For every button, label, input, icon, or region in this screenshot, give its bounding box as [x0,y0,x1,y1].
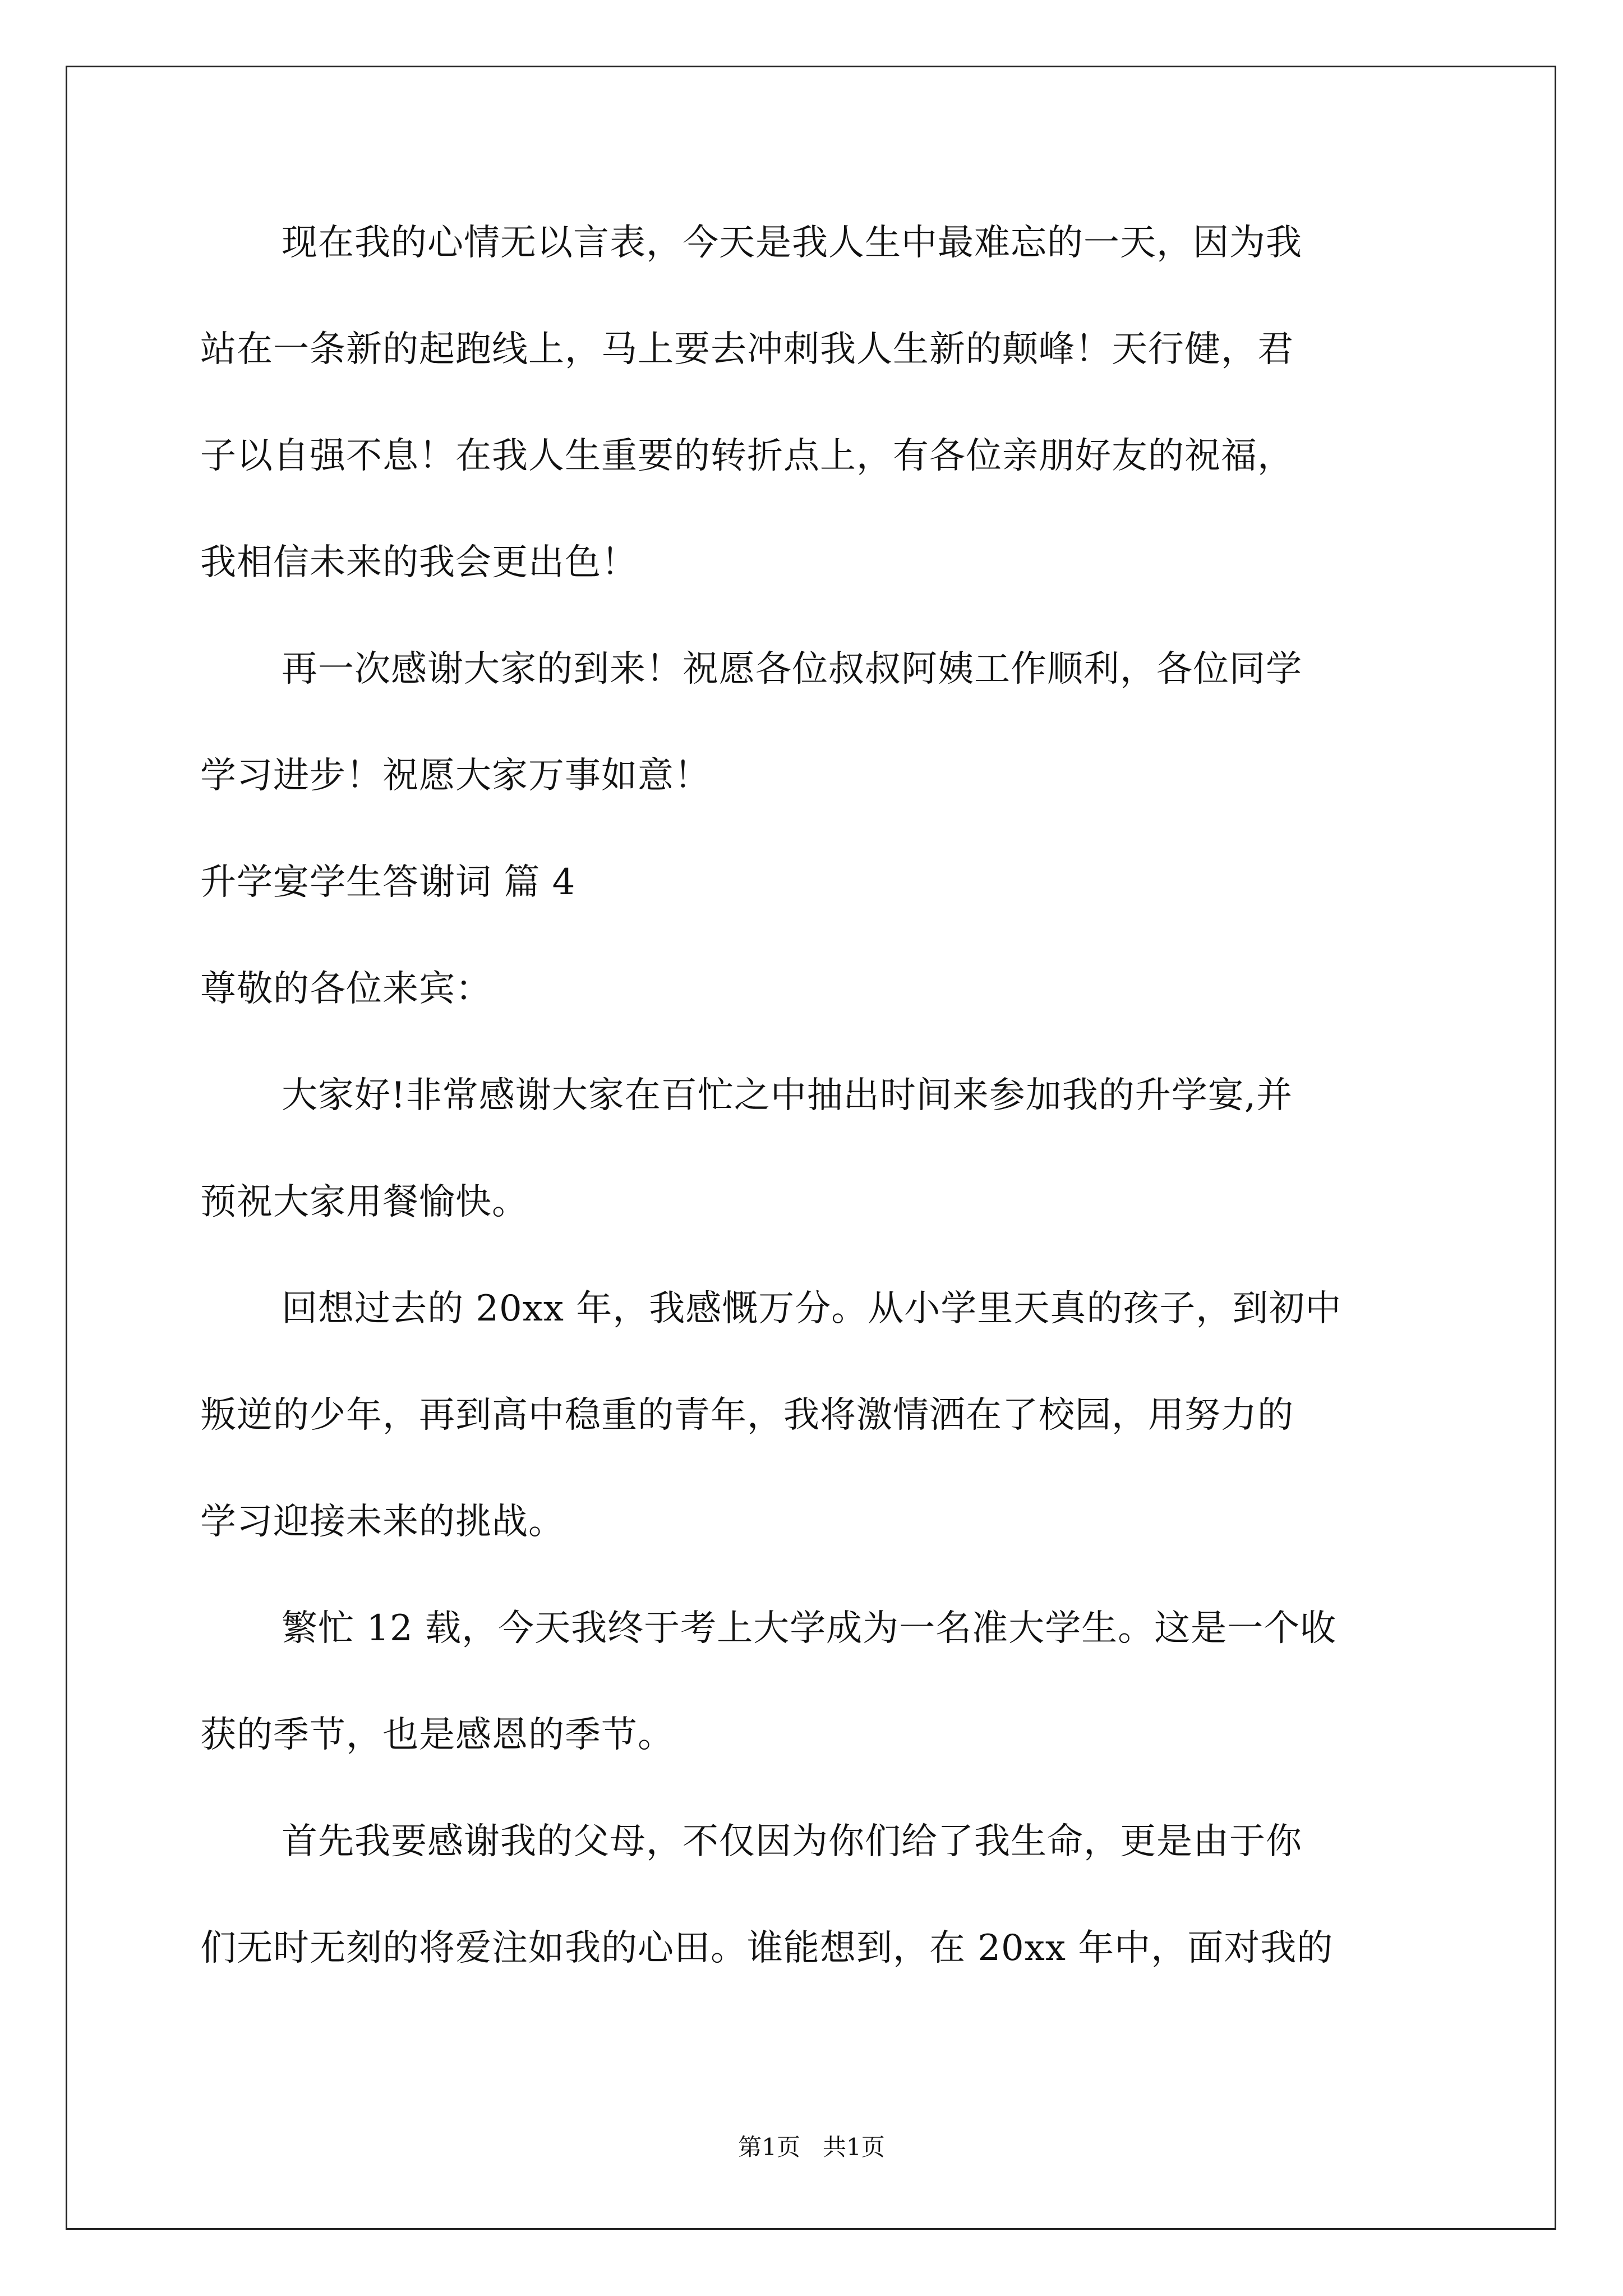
paragraph-line: 学习迎接未来的挑战。 [200,1501,565,1543]
paragraph-line: 繁忙 12 载，今天我终于考上大学成为一名准大学生。这是一个收 [282,1608,1337,1649]
paragraph-line: 回想过去的 20xx 年，我感慨万分。从小学里天真的孩子，到初中 [282,1288,1342,1329]
paragraph-line: 获的季节，也是感恩的季节。 [200,1714,674,1756]
document-body [200,216,1423,1975]
page-footer [0,2132,1623,2163]
section-heading: 升学宴学生答谢词 篇 4 [200,862,576,903]
paragraph-line: 叛逆的少年，再到高中稳重的青年，我将激情洒在了校园，用努力的 [200,1395,1294,1436]
paragraph-line: 我相信未来的我会更出色！ [200,542,638,583]
paragraph-line: 子以自强不息！在我人生重要的转折点上，有各位亲朋好友的祝福， [200,435,1294,477]
paragraph-line: 首先我要感谢我的父母，不仅因为你们给了我生命，更是由于你 [282,1821,1302,1862]
page-number: 第1页 [738,2133,800,2161]
paragraph-line: 大家好!非常感谢大家在百忙之中抽出时间来参加我的升学宴,并 [282,1075,1293,1116]
paragraph-line: 站在一条新的起跑线上，马上要去冲刺我人生新的颠峰！天行健，君 [200,329,1294,370]
paragraph-line: 再一次感谢大家的到来！祝愿各位叔叔阿姨工作顺利，各位同学 [282,648,1302,690]
paragraph-line: 预祝大家用餐愉快。 [200,1181,528,1223]
paragraph-line: 现在我的心情无以言表，今天是我人生中最难忘的一天，因为我 [282,222,1302,264]
salutation: 尊敬的各位来宾： [200,968,492,1010]
total-pages: 共1页 [823,2133,885,2161]
paragraph-line: 们无时无刻的将爱注如我的心田。谁能想到，在 20xx 年中，面对我的 [200,1927,1334,1969]
paragraph-line: 学习进步！祝愿大家万事如意！ [200,755,711,797]
